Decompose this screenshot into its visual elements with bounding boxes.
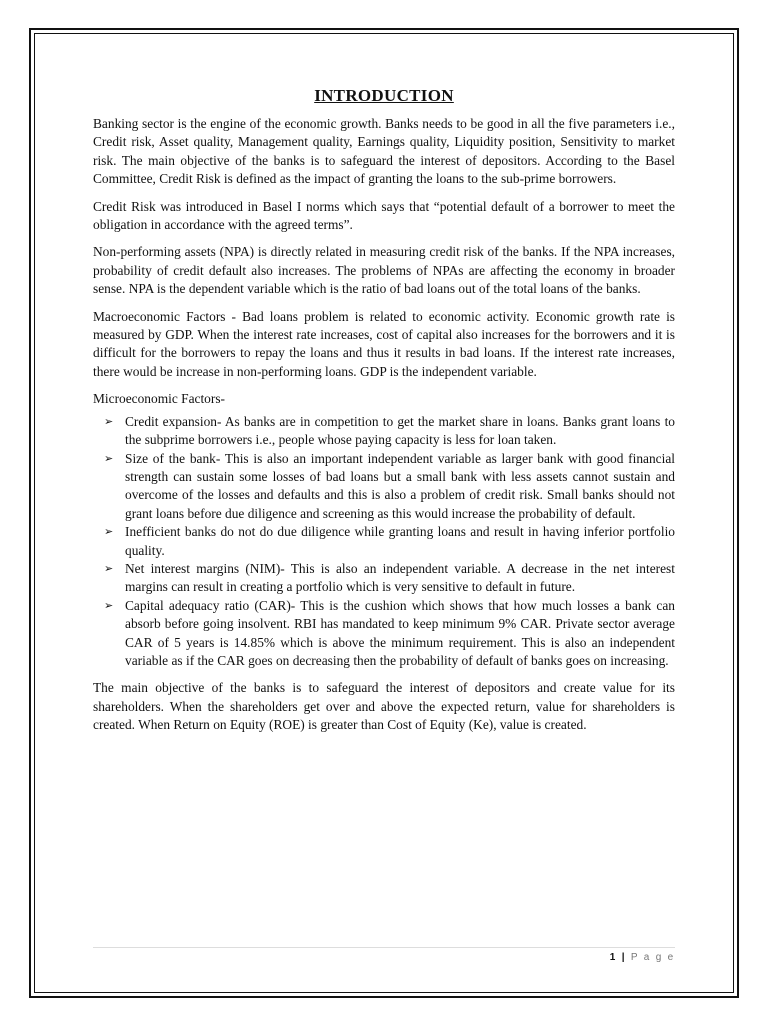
- paragraph-npa: Non-performing assets (NPA) is directly related in measuring credit risk of the banks. If the NPA increases, probability of credit default also increases. The problems of NPAs are affecting the economy in broader sense. NPA is the dependent variable which is the ratio of bad loans out of the total loans of the banks.: [93, 244, 675, 297]
- list-item-text: Net interest margins (NIM)- This is also an independent variable. A decrease in the net interest margins can result in creating a portfolio which is very sensitive to default in future.: [125, 560, 675, 595]
- list-item: [93, 560, 675, 597]
- document-title: INTRODUCTION: [314, 86, 454, 105]
- list-item: [93, 450, 675, 524]
- list-item-text: Capital adequacy ratio (CAR)- This is the cushion which shows that how much losses a bank can absorb before going insolvent. RBI has mandated to keep minimum 9% CAR. Private sector average CAR of 5 years is 14.85% which is above the minimum requirement. This is also an independent variable as if the CAR goes on decreasing then the probability of default of banks goes on increasing.: [125, 597, 675, 668]
- list-item: [93, 413, 675, 450]
- arrowhead-bullet-icon: ➢: [104, 452, 114, 465]
- footer-divider: [93, 947, 675, 948]
- page-footer: [610, 952, 675, 963]
- arrowhead-bullet-icon: ➢: [104, 415, 114, 428]
- list-item: [93, 597, 675, 671]
- paragraph-credit-risk: Credit Risk was introduced in Basel I norms which says that “potential default of a borrower to meet the obligation in accordance with the agreed terms”.: [93, 198, 675, 233]
- paragraph-banking-sector: Banking sector is the engine of the economic growth. Banks needs to be good in all the five parameters i.e., Credit risk, Asset quality, Management quality, Earnings quality, Liquidity position, Sensitivity to market risk. The main objective of the banks is to safeguard the interest of depositors. According to the Basel Committee, Credit Risk is defined as the impact of granting the loans to the sub-prime borrowers.: [93, 116, 675, 187]
- paragraph-macroeconomic: Macroeconomic Factors - Bad loans problem is related to economic activity. Economic growth rate is measured by GDP. When the interest rate increases, cost of capital also increases for the borrowers and it is difficult for the borrowers to repay the loans and thus it results in bad loans. If the interest rate increases, there would be increase in non-performing loans. GDP is the independent variable.: [93, 308, 675, 379]
- document-body: [93, 86, 675, 744]
- paragraph-closing: The main objective of the banks is to safeguard the interest of depositors and create value for its shareholders. When the shareholders get over and above the expected return, value for shareholders is created. When Return on Equity (ROE) is greater than Cost of Equity (Ke), value is created.: [93, 680, 675, 733]
- list-item: [93, 523, 675, 560]
- arrowhead-bullet-icon: ➢: [104, 562, 114, 575]
- list-item-text: Credit expansion- As banks are in competition to get the market share in loans. Banks grant loans to the subprime borrowers i.e., people whose paying capacity is less for loan taken.: [125, 413, 675, 448]
- arrowhead-bullet-icon: ➢: [104, 599, 114, 612]
- footer-separator: |: [621, 952, 627, 963]
- page-label: P a g e: [630, 952, 675, 963]
- arrowhead-bullet-icon: ➢: [104, 526, 114, 539]
- microeconomic-factors-list: [93, 413, 675, 671]
- page-number: 1: [609, 952, 618, 963]
- list-item-text: Size of the bank- This is also an important independent variable as larger bank with good financial strength can sustain some losses of bad loans but a small bank with less assets cannot sustain and overcome of the losses and defaults and this is also a problem of credit risk. Small banks should not grant loans before due diligence and screening as this would increase the probability of default.: [125, 450, 675, 521]
- paragraph-microeconomic-heading: Microeconomic Factors-: [93, 391, 226, 407]
- list-item-text: Inefficient banks do not do due diligence while granting loans and result in having inferior portfolio quality.: [125, 524, 675, 558]
